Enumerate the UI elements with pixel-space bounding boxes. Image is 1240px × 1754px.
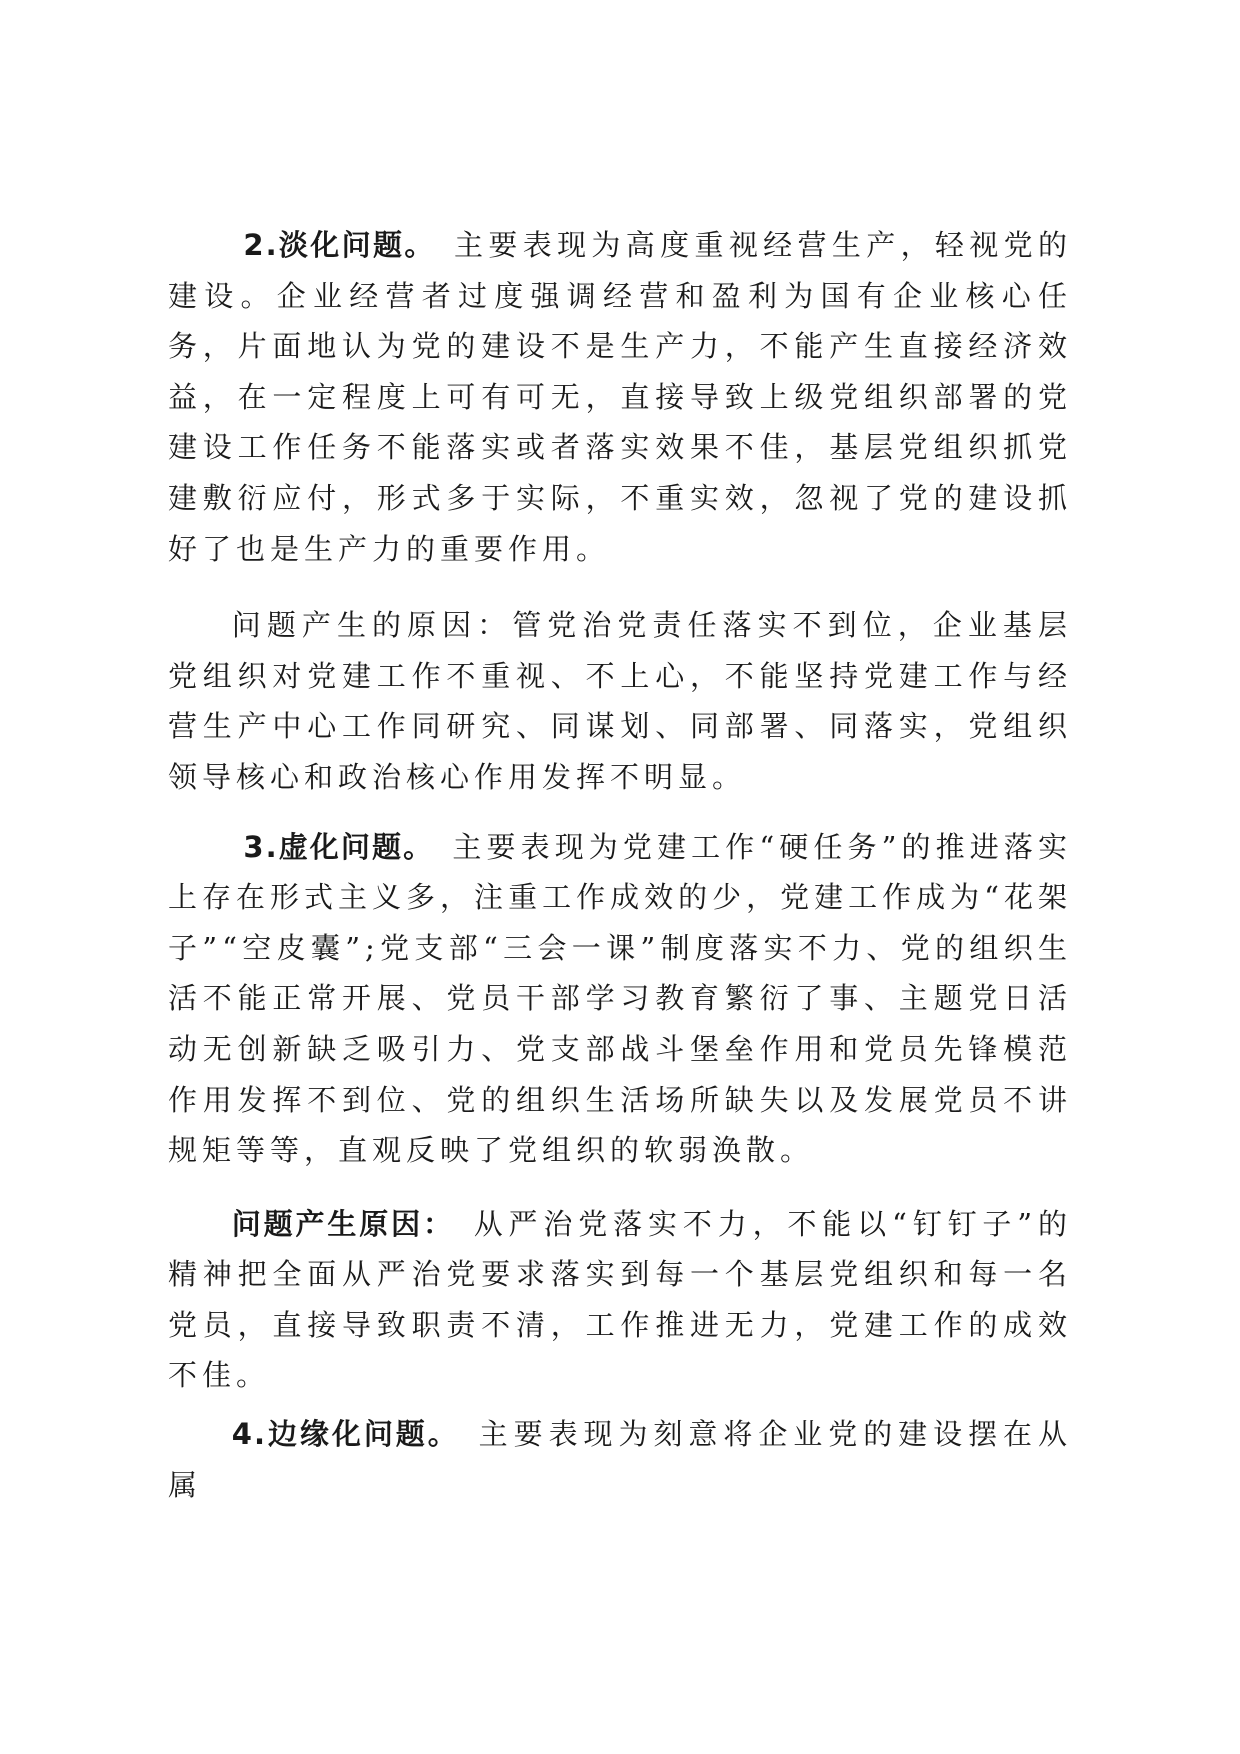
paragraph-marginalization-issue: [168, 1409, 1072, 1510]
paragraph-body: 主要表现为刻意将企业党的建设摆在从属: [168, 1417, 1072, 1502]
paragraph-hollowing-issue: [168, 822, 1072, 1176]
paragraph-dilution-cause: [168, 600, 1072, 802]
paragraph-dilution-issue: [168, 220, 1072, 574]
section-heading-2: 2.淡化问题。: [243, 228, 436, 262]
paragraph-hollowing-cause: [168, 1199, 1072, 1401]
section-heading-4: 4.边缘化问题。: [231, 1417, 460, 1452]
paragraph-body: 问题产生的原因：管党治党责任落实不到位，企业基层党组织对党建工作不重视、不上心，不能坚持党建工作与经营生产中心工作同研究、同谋划、同部署、同落实，党组织领导核心和政治核心作用发挥不明显。: [168, 608, 1072, 794]
document-page: [168, 220, 1072, 1510]
paragraph-body: 主要表现为高度重视经营生产，轻视党的建设。企业经营者过度强调经营和盈利为国有企业核心任务，片面地认为党的建设不是生产力，不能产生直接经济效益，在一定程度上可有可无，直接导致上级党组织部署的党建设工作任务不能落实或者落实效果不佳，基层党组织抓党建敷衍应付，形式多于实际，不重实效，忽视了党的建设抓好了也是生产力的重要作用。: [168, 228, 1072, 566]
cause-heading: 问题产生原因：: [231, 1206, 455, 1241]
section-heading-3: 3.虚化问题。: [243, 829, 435, 864]
paragraph-body: 主要表现为党建工作“硬任务”的推进落实上存在形式主义多，注重工作成效的少，党建工作成为“花架子”“空皮囊”;党支部“三会一课”制度落实不力、党的组织生活不能正常开展、党员干部学习教育繁衍了事、主题党日活动无创新缺乏吸引力、党支部战斗堡垒作用和党员先锋模范作用发挥不到位、党的组织生活场所缺失以及发展党员不讲规矩等等，直观反映了党组织的软弱涣散。: [168, 829, 1072, 1168]
paragraph-body: 从严治党落实不力，不能以“钉钉子”的精神把全面从严治党要求落实到每一个基层党组织和每一名党员，直接导致职责不清，工作推进无力，党建工作的成效不佳。: [168, 1206, 1072, 1393]
